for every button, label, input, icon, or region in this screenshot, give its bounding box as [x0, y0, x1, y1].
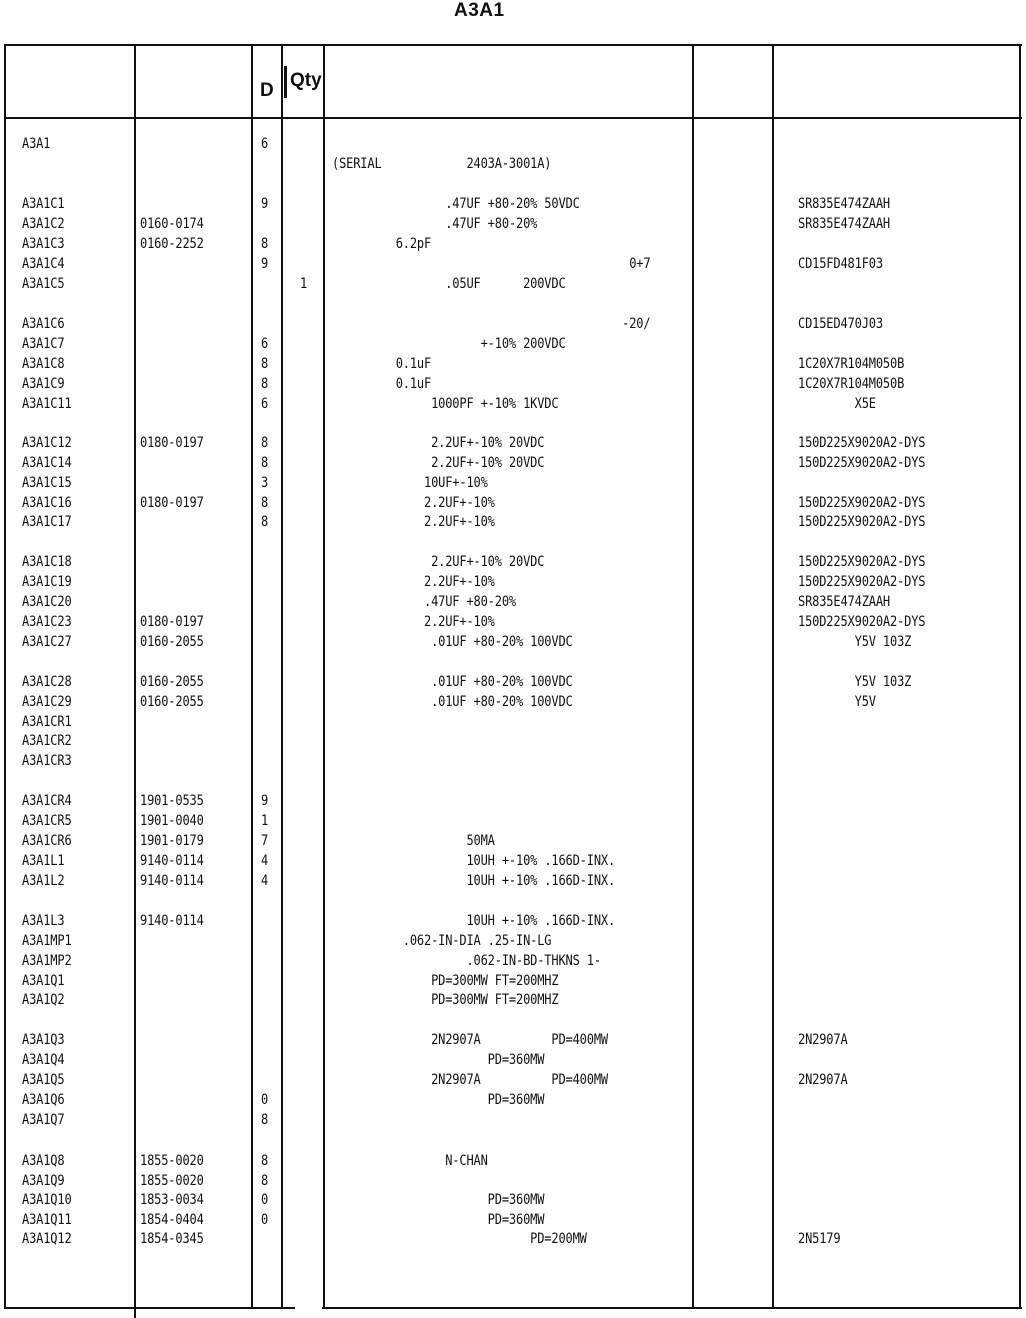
table-bottom-border-right — [322, 1307, 1022, 1309]
reference-designator: A3A1CR5 — [22, 813, 72, 829]
reference-designator: A3A1C14 — [22, 455, 72, 471]
qty-header-mark — [284, 66, 287, 98]
reference-designator: A3A1C17 — [22, 514, 72, 530]
part-number: 0160-0174 — [140, 216, 204, 232]
table-row — [0, 791, 1026, 811]
reference-designator: A3A1Q4 — [22, 1052, 65, 1068]
description: .01UF +80-20% 100VDC — [332, 674, 573, 690]
reference-designator: A3A1 — [22, 136, 51, 152]
reference-designator: A3A1Q7 — [22, 1112, 65, 1128]
part-number: 1901-0535 — [140, 793, 204, 809]
table-row — [0, 552, 1026, 572]
description: .01UF +80-20% 100VDC — [332, 694, 573, 710]
check-digit: 7 — [261, 833, 269, 849]
reference-designator: A3A1C27 — [22, 634, 72, 650]
description: +-10% 200VDC — [332, 336, 566, 352]
table-row — [0, 1050, 1026, 1070]
mfr-part-number: SR835E474ZAAH — [798, 196, 891, 212]
reference-designator: A3A1C12 — [22, 435, 72, 451]
table-row — [0, 1210, 1026, 1230]
table-row — [0, 254, 1026, 274]
table-row — [0, 692, 1026, 712]
qty-column-header: Qty — [290, 70, 322, 91]
table-row — [0, 632, 1026, 652]
table-header-divider — [4, 117, 1022, 119]
reference-designator: A3A1CR1 — [22, 714, 72, 730]
check-digit: 9 — [261, 256, 269, 272]
part-number: 0180-0197 — [140, 495, 204, 511]
reference-designator: A3A1C28 — [22, 674, 72, 690]
reference-designator: A3A1L2 — [22, 873, 65, 889]
check-digit: 8 — [261, 435, 269, 451]
description: 10UH +-10% .166D-INX. — [332, 913, 616, 929]
description: 2.2UF+-10% — [332, 574, 495, 590]
mfr-part-number: 150D225X9020A2-DYS — [798, 614, 926, 630]
table-row — [0, 314, 1026, 334]
table-row — [0, 134, 1026, 154]
part-number: 0180-0197 — [140, 435, 204, 451]
table-row — [0, 1090, 1026, 1110]
table-top-border — [4, 44, 1022, 46]
mfr-part-number: CD15FD481F03 — [798, 256, 883, 272]
description: 1000PF +-10% 1KVDC — [332, 396, 559, 412]
mfr-part-number: Y5V 103Z — [798, 634, 912, 650]
description: 2N2907A PD=400MW — [332, 1032, 608, 1048]
table-row — [0, 672, 1026, 692]
mfr-part-number: Y5V — [798, 694, 876, 710]
reference-designator: A3A1C19 — [22, 574, 72, 590]
page-title: A3A1 — [454, 0, 505, 21]
table-row — [0, 453, 1026, 473]
description: .062-IN-BD-THKNS 1- — [332, 953, 601, 969]
mfr-part-number: 2N5179 — [798, 1231, 841, 1247]
reference-designator: A3A1C3 — [22, 236, 65, 252]
mfr-part-number: SR835E474ZAAH — [798, 594, 891, 610]
part-number: 0160-2055 — [140, 694, 204, 710]
description: .01UF +80-20% 100VDC — [332, 634, 573, 650]
description: 2.2UF+-10% — [332, 495, 495, 511]
check-digit: 8 — [261, 514, 269, 530]
table-row — [0, 751, 1026, 771]
table-row — [0, 394, 1026, 414]
part-number: 0160-2252 — [140, 236, 204, 252]
reference-designator: A3A1CR2 — [22, 733, 72, 749]
description: 2.2UF+-10% 20VDC — [332, 435, 545, 451]
part-number: 1855-0020 — [140, 1153, 204, 1169]
mfr-part-number: 2N2907A — [798, 1072, 848, 1088]
mfr-part-number: CD15ED470J03 — [798, 316, 883, 332]
reference-designator: A3A1C5 — [22, 276, 65, 292]
description: 50MA — [332, 833, 495, 849]
table-row — [0, 234, 1026, 254]
description: PD=360MW — [332, 1212, 545, 1228]
reference-designator: A3A1Q6 — [22, 1092, 65, 1108]
reference-designator: A3A1C1 — [22, 196, 65, 212]
check-digit: 8 — [261, 495, 269, 511]
table-row — [0, 951, 1026, 971]
description: .062-IN-DIA .25-IN-LG — [332, 933, 552, 949]
reference-designator: A3A1C15 — [22, 475, 72, 491]
reference-designator: A3A1C29 — [22, 694, 72, 710]
description: (SERIAL 2403A-3001A) — [332, 156, 552, 172]
description: 2.2UF+-10% — [332, 514, 495, 530]
check-digit: 4 — [261, 853, 269, 869]
table-row — [0, 433, 1026, 453]
description: PD=360MW — [332, 1192, 545, 1208]
reference-designator: A3A1Q12 — [22, 1231, 72, 1247]
table-row — [0, 194, 1026, 214]
table-row — [0, 154, 1026, 174]
check-digit: 8 — [261, 236, 269, 252]
cd-column-header: D — [260, 80, 274, 101]
description: 0.1uF — [332, 356, 432, 372]
reference-designator: A3A1C20 — [22, 594, 72, 610]
table-row — [0, 1171, 1026, 1191]
table-row — [0, 1030, 1026, 1050]
table-row — [0, 1070, 1026, 1090]
table-row — [0, 911, 1026, 931]
mfr-part-number: 150D225X9020A2-DYS — [798, 435, 926, 451]
table-row — [0, 931, 1026, 951]
mfr-part-number: 1C20X7R104M050B — [798, 356, 905, 372]
check-digit: 8 — [261, 356, 269, 372]
description: .05UF 200VDC — [332, 276, 566, 292]
reference-designator: A3A1C11 — [22, 396, 72, 412]
reference-designator: A3A1C23 — [22, 614, 72, 630]
check-digit: 8 — [261, 1153, 269, 1169]
description: 10UF+-10% — [332, 475, 488, 491]
table-row — [0, 493, 1026, 513]
description: 2.2UF+-10% 20VDC — [332, 455, 545, 471]
check-digit: 8 — [261, 1173, 269, 1189]
description: 6.2pF — [332, 236, 432, 252]
reference-designator: A3A1C7 — [22, 336, 65, 352]
mfr-part-number: 2N2907A — [798, 1032, 848, 1048]
mfr-part-number: 150D225X9020A2-DYS — [798, 574, 926, 590]
part-number: 1854-0404 — [140, 1212, 204, 1228]
check-digit: 3 — [261, 475, 269, 491]
part-number: 9140-0114 — [140, 913, 204, 929]
description: .47UF +80-20% — [332, 594, 516, 610]
description: PD=300MW FT=200MHZ — [332, 973, 559, 989]
table-row — [0, 512, 1026, 532]
check-digit: 1 — [261, 813, 269, 829]
description: 10UH +-10% .166D-INX. — [332, 873, 616, 889]
reference-designator: A3A1Q1 — [22, 973, 65, 989]
description: 0.1uF — [332, 376, 432, 392]
table-row — [0, 1151, 1026, 1171]
table-row — [0, 612, 1026, 632]
description: 2N2907A PD=400MW — [332, 1072, 608, 1088]
description: 0+7 — [332, 256, 651, 272]
reference-designator: A3A1C4 — [22, 256, 65, 272]
reference-designator: A3A1Q5 — [22, 1072, 65, 1088]
mfr-part-number: 150D225X9020A2-DYS — [798, 495, 926, 511]
description: N-CHAN — [332, 1153, 488, 1169]
part-number: 1854-0345 — [140, 1231, 204, 1247]
reference-designator: A3A1C2 — [22, 216, 65, 232]
table-row — [0, 1190, 1026, 1210]
table-row — [0, 1229, 1026, 1249]
reference-designator: A3A1L3 — [22, 913, 65, 929]
table-row — [0, 473, 1026, 493]
part-number: 0180-0197 — [140, 614, 204, 630]
check-digit: 8 — [261, 1112, 269, 1128]
table-row — [0, 712, 1026, 732]
part-number: 1901-0040 — [140, 813, 204, 829]
part-number: 1901-0179 — [140, 833, 204, 849]
table-row — [0, 851, 1026, 871]
mfr-part-number: 150D225X9020A2-DYS — [798, 455, 926, 471]
description: PD=360MW — [332, 1052, 545, 1068]
table-row — [0, 274, 1026, 294]
part-number: 9140-0114 — [140, 853, 204, 869]
mfr-part-number: 1C20X7R104M050B — [798, 376, 905, 392]
check-digit: 9 — [261, 793, 269, 809]
check-digit: 8 — [261, 455, 269, 471]
check-digit: 0 — [261, 1192, 269, 1208]
mfr-part-number: Y5V 103Z — [798, 674, 912, 690]
part-number: 0160-2055 — [140, 634, 204, 650]
reference-designator: A3A1CR4 — [22, 793, 72, 809]
reference-designator: A3A1C16 — [22, 495, 72, 511]
description: PD=360MW — [332, 1092, 545, 1108]
mfr-part-number: 150D225X9020A2-DYS — [798, 554, 926, 570]
table-row — [0, 731, 1026, 751]
description: 10UH +-10% .166D-INX. — [332, 853, 616, 869]
reference-designator: A3A1Q2 — [22, 992, 65, 1008]
table-row — [0, 871, 1026, 891]
mfr-part-number: X5E — [798, 396, 876, 412]
mfr-part-number: 150D225X9020A2-DYS — [798, 514, 926, 530]
description: PD=200MW — [332, 1231, 587, 1247]
reference-designator: A3A1CR3 — [22, 753, 72, 769]
reference-designator: A3A1Q3 — [22, 1032, 65, 1048]
check-digit: 6 — [261, 336, 269, 352]
description: .47UF +80-20% 50VDC — [332, 196, 580, 212]
table-row — [0, 1110, 1026, 1130]
table-row — [0, 572, 1026, 592]
reference-designator: A3A1L1 — [22, 853, 65, 869]
reference-designator: A3A1Q10 — [22, 1192, 72, 1208]
table-row — [0, 811, 1026, 831]
mfr-part-number: SR835E474ZAAH — [798, 216, 891, 232]
table-row — [0, 831, 1026, 851]
table-row — [0, 990, 1026, 1010]
check-digit: 9 — [261, 196, 269, 212]
reference-designator: A3A1C8 — [22, 356, 65, 372]
table-row — [0, 374, 1026, 394]
check-digit: 4 — [261, 873, 269, 889]
description: 2.2UF+-10% — [332, 614, 495, 630]
reference-designator: A3A1Q8 — [22, 1153, 65, 1169]
table-row — [0, 334, 1026, 354]
reference-designator: A3A1MP1 — [22, 933, 72, 949]
reference-designator: A3A1Q9 — [22, 1173, 65, 1189]
table-row — [0, 354, 1026, 374]
check-digit: 6 — [261, 396, 269, 412]
reference-designator: A3A1C18 — [22, 554, 72, 570]
reference-designator: A3A1CR6 — [22, 833, 72, 849]
table-row — [0, 592, 1026, 612]
reference-designator: A3A1C9 — [22, 376, 65, 392]
part-number: 1855-0020 — [140, 1173, 204, 1189]
description: PD=300MW FT=200MHZ — [332, 992, 559, 1008]
table-row — [0, 971, 1026, 991]
reference-designator: A3A1MP2 — [22, 953, 72, 969]
description: -20/ — [332, 316, 651, 332]
check-digit: 0 — [261, 1212, 269, 1228]
check-digit: 8 — [261, 376, 269, 392]
reference-designator: A3A1Q11 — [22, 1212, 72, 1228]
part-number: 9140-0114 — [140, 873, 204, 889]
description: 2.2UF+-10% 20VDC — [332, 554, 545, 570]
quantity: 1 — [300, 276, 308, 292]
check-digit: 6 — [261, 136, 269, 152]
description: .47UF +80-20% — [332, 216, 538, 232]
part-number: 1853-0034 — [140, 1192, 204, 1208]
reference-designator: A3A1C6 — [22, 316, 65, 332]
check-digit: 0 — [261, 1092, 269, 1108]
part-number: 0160-2055 — [140, 674, 204, 690]
table-row — [0, 214, 1026, 234]
